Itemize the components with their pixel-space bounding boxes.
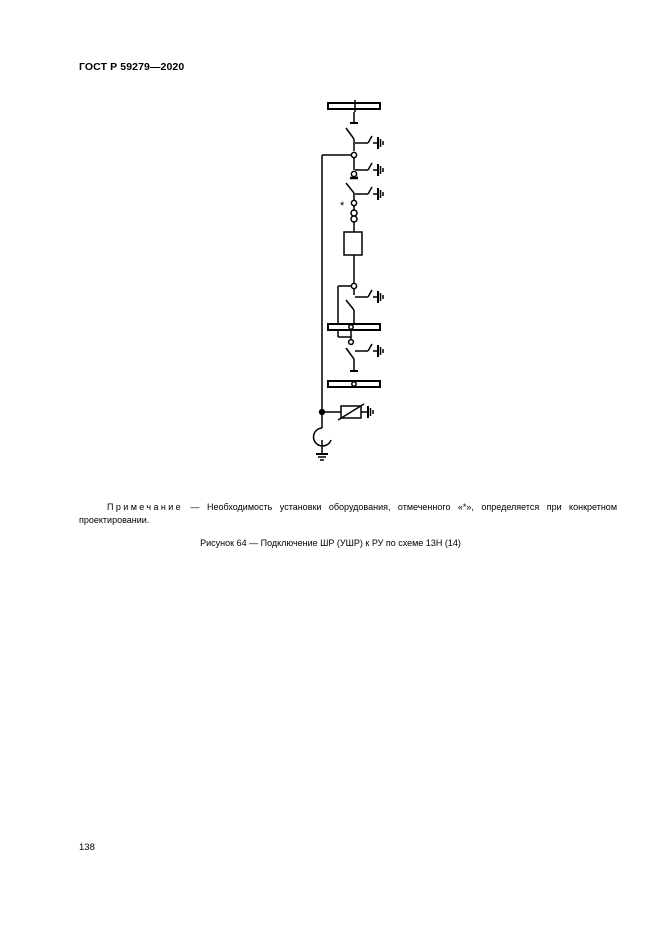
standard-header: ГОСТ Р 59279—2020	[79, 61, 185, 73]
asterisk-mark: *	[340, 200, 345, 212]
top-busbar	[328, 103, 380, 109]
single-line-diagram	[300, 95, 390, 470]
middle-busbar	[328, 324, 380, 330]
note-paragraph	[79, 501, 617, 527]
figure-caption: Рисунок 64 — Подключение ШР (УШР) к РУ по схеме 13Н (14)	[200, 538, 461, 548]
note-label: Примечание	[107, 502, 184, 512]
page-number: 138	[79, 842, 95, 853]
note-text: — Необходимость установки оборудования, отмеченного «*», определяется при конкретном проектировании.	[79, 502, 617, 525]
reactor	[344, 232, 362, 255]
